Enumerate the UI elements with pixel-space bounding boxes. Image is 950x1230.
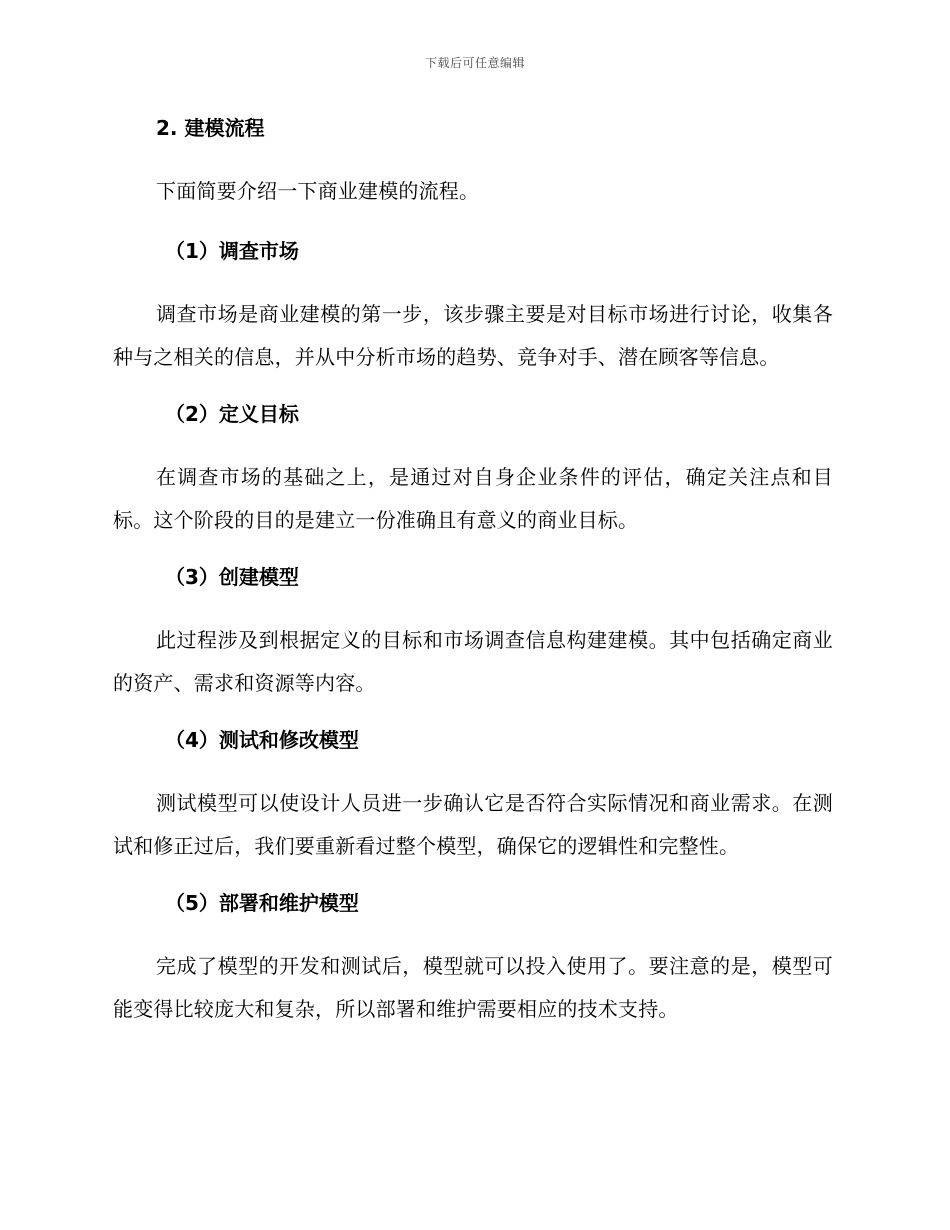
intro-paragraph: 下面简要介绍一下商业建模的流程。	[156, 179, 480, 203]
step-4-heading: （4）测试和修改模型	[165, 728, 359, 752]
step-3-heading: （3）创建模型	[165, 565, 299, 589]
step-1-heading: （1）调查市场	[165, 239, 299, 263]
step-4-paragraph: 测试模型可以使设计人员进一步确认它是否符合实际情况和商业需求。在测试和修正过后，我们要重新看过整个模型，确保它的逻辑性和完整性。	[113, 791, 833, 858]
page-header: 下载后可任意编辑	[424, 56, 525, 70]
step-2-heading: （2）定义目标	[165, 402, 299, 426]
step-1-paragraph: 调查市场是商业建模的第一步，该步骤主要是对目标市场进行讨论，收集各种与之相关的信息，并从中分析市场的趋势、竞争对手、潜在顾客等信息。	[113, 302, 833, 369]
step-5-paragraph: 完成了模型的开发和测试后，模型就可以投入使用了。要注意的是，模型可能变得比较庞大和复杂，所以部署和维护需要相应的技术支持。	[113, 954, 833, 1021]
step-2-paragraph: 在调查市场的基础之上，是通过对自身企业条件的评估，确定关注点和目标。这个阶段的目的是建立一份准确且有意义的商业目标。	[113, 465, 833, 532]
step-3-paragraph: 此过程涉及到根据定义的目标和市场调查信息构建建模。其中包括确定商业的资产、需求和资源等内容。	[113, 628, 833, 695]
step-5-heading: （5）部署和维护模型	[165, 891, 359, 915]
document-body	[113, 112, 833, 1050]
section-title: 2. 建模流程	[156, 116, 265, 140]
